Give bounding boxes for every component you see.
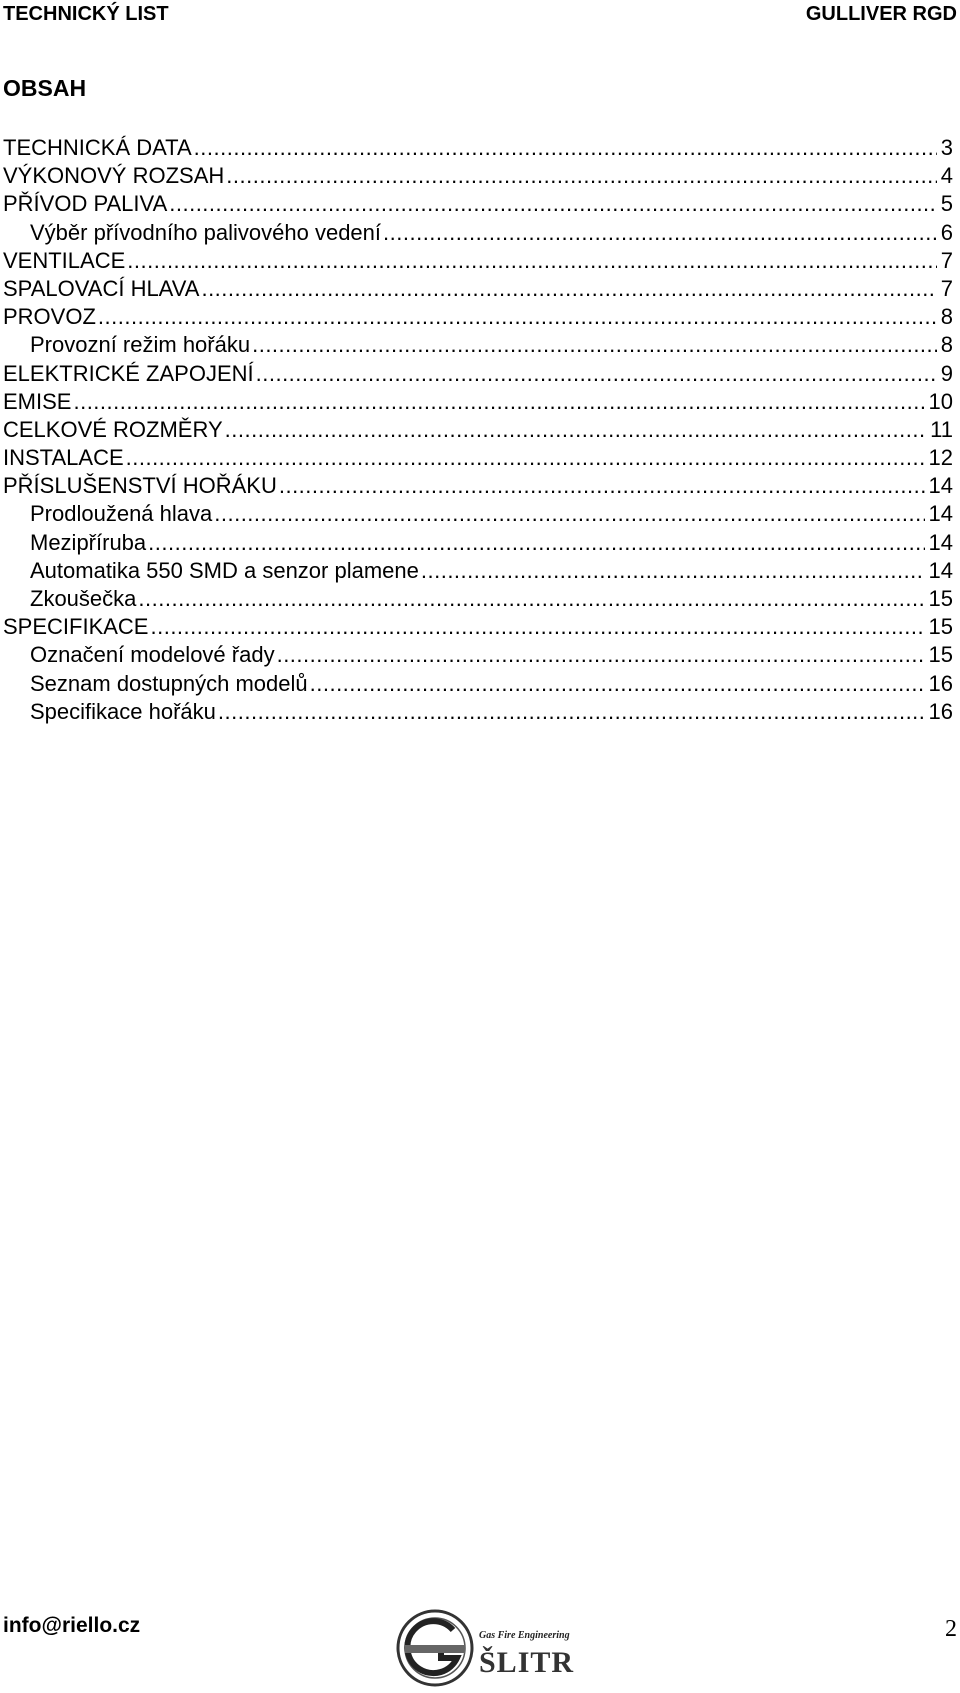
toc-entry-label: Prodloužená hlava bbox=[30, 501, 213, 527]
toc-dot-leader bbox=[138, 585, 924, 613]
toc-entry[interactable] bbox=[3, 500, 953, 528]
toc-entry-page: 16 bbox=[928, 698, 953, 724]
logo-emblem-icon bbox=[395, 1608, 475, 1688]
toc-dot-leader bbox=[421, 557, 925, 585]
toc-dot-leader bbox=[148, 529, 924, 557]
toc-entry-label: Výběr přívodního palivového vedení bbox=[30, 219, 382, 245]
toc-entry-page: 7 bbox=[940, 275, 953, 301]
toc-entry-label: VÝKONOVÝ ROZSAH bbox=[3, 163, 225, 189]
table-of-contents bbox=[3, 134, 953, 726]
toc-entry[interactable] bbox=[3, 444, 953, 472]
toc-entry-page: 5 bbox=[940, 191, 953, 217]
toc-dot-leader bbox=[226, 162, 936, 190]
toc-entry[interactable] bbox=[3, 416, 953, 444]
header-product-name: GULLIVER RGD bbox=[805, 3, 957, 25]
toc-entry-label: Specifikace hořáku bbox=[30, 698, 216, 724]
toc-dot-leader bbox=[150, 613, 924, 641]
toc-entry-label: PŘÍSLUŠENSTVÍ HOŘÁKU bbox=[3, 473, 277, 499]
toc-entry[interactable] bbox=[3, 162, 953, 190]
toc-entry[interactable] bbox=[3, 275, 953, 303]
toc-entry[interactable] bbox=[3, 529, 953, 557]
toc-dot-leader bbox=[98, 303, 937, 331]
toc-entry[interactable] bbox=[3, 613, 953, 641]
toc-entry-page: 12 bbox=[928, 445, 953, 471]
toc-entry-label: Automatika 550 SMD a senzor plamene bbox=[30, 557, 419, 583]
toc-dot-leader bbox=[127, 247, 936, 275]
toc-entry-page: 14 bbox=[928, 501, 953, 527]
toc-entry-page: 7 bbox=[940, 247, 953, 273]
toc-entry[interactable] bbox=[3, 190, 953, 218]
toc-dot-leader bbox=[126, 444, 925, 472]
toc-dot-leader bbox=[310, 670, 925, 698]
toc-entry[interactable] bbox=[3, 303, 953, 331]
toc-entry-label: Mezipříruba bbox=[30, 529, 147, 555]
toc-entry-page: 3 bbox=[940, 135, 953, 160]
toc-entry-label: INSTALACE bbox=[3, 445, 124, 471]
toc-dot-leader bbox=[252, 331, 937, 359]
toc-dot-leader bbox=[169, 190, 937, 218]
toc-entry-label: Označení modelové řady bbox=[30, 642, 275, 668]
toc-entry-label: Seznam dostupných modelů bbox=[30, 670, 308, 696]
toc-entry-page: 9 bbox=[940, 360, 953, 386]
toc-dot-leader bbox=[383, 219, 937, 247]
toc-entry-page: 14 bbox=[928, 557, 953, 583]
toc-entry-label: Zkoušečka bbox=[30, 586, 137, 611]
toc-entry-label: SPECIFIKACE bbox=[3, 614, 149, 640]
toc-entry-label: SPALOVACÍ HLAVA bbox=[3, 275, 200, 301]
header-document-type: TECHNICKÝ LIST bbox=[3, 3, 169, 25]
toc-entry[interactable] bbox=[3, 641, 953, 669]
toc-entry-page: 15 bbox=[928, 642, 953, 668]
toc-entry[interactable] bbox=[3, 331, 953, 359]
toc-entry-page: 16 bbox=[928, 670, 953, 696]
toc-entry[interactable] bbox=[3, 134, 953, 162]
toc-title: OBSAH bbox=[3, 75, 87, 101]
toc-entry-label: CELKOVÉ ROZMĚRY bbox=[3, 416, 223, 442]
footer-email: info@riello.cz bbox=[3, 1614, 141, 1637]
logo-tagline: Gas Fire Engineering bbox=[479, 1630, 570, 1641]
toc-entry[interactable] bbox=[3, 360, 953, 388]
toc-entry-label: PROVOZ bbox=[3, 304, 96, 330]
page-number: 2 bbox=[945, 1616, 957, 1642]
toc-entry[interactable] bbox=[3, 388, 953, 416]
toc-entry-label: TECHNICKÁ DATA bbox=[3, 135, 192, 160]
toc-dot-leader bbox=[194, 134, 937, 162]
toc-entry-page: 15 bbox=[928, 586, 953, 611]
toc-dot-leader bbox=[256, 360, 937, 388]
toc-dot-leader bbox=[201, 275, 936, 303]
toc-entry-label: Provozní režim hořáku bbox=[30, 332, 251, 358]
toc-entry[interactable] bbox=[3, 698, 953, 726]
toc-entry[interactable] bbox=[3, 557, 953, 585]
toc-dot-leader bbox=[277, 641, 925, 669]
toc-entry-page: 8 bbox=[940, 304, 953, 330]
toc-entry[interactable] bbox=[3, 247, 953, 275]
toc-entry-page: 8 bbox=[940, 332, 953, 358]
toc-entry-page: 6 bbox=[940, 219, 953, 245]
toc-dot-leader bbox=[73, 388, 924, 416]
toc-entry-label: EMISE bbox=[3, 388, 72, 414]
toc-entry-page: 14 bbox=[928, 473, 953, 499]
logo-name: ŠLITR bbox=[479, 1646, 575, 1679]
toc-entry-label: VENTILACE bbox=[3, 247, 126, 273]
toc-dot-leader bbox=[214, 500, 924, 528]
toc-dot-leader bbox=[218, 698, 925, 726]
toc-entry-page: 11 bbox=[930, 416, 953, 442]
toc-entry-page: 15 bbox=[928, 614, 953, 640]
toc-entry-page: 10 bbox=[928, 388, 953, 414]
toc-entry[interactable] bbox=[3, 585, 953, 613]
toc-dot-leader bbox=[279, 472, 925, 500]
toc-entry[interactable] bbox=[3, 472, 953, 500]
toc-entry-label: ELEKTRICKÉ ZAPOJENÍ bbox=[3, 360, 254, 386]
toc-entry-page: 4 bbox=[940, 163, 953, 189]
toc-entry-label: PŘÍVOD PALIVA bbox=[3, 191, 168, 217]
toc-entry[interactable] bbox=[3, 670, 953, 698]
toc-dot-leader bbox=[225, 416, 927, 444]
slitr-logo bbox=[395, 1608, 575, 1690]
toc-entry-page: 14 bbox=[928, 529, 953, 555]
toc-entry[interactable] bbox=[3, 219, 953, 247]
